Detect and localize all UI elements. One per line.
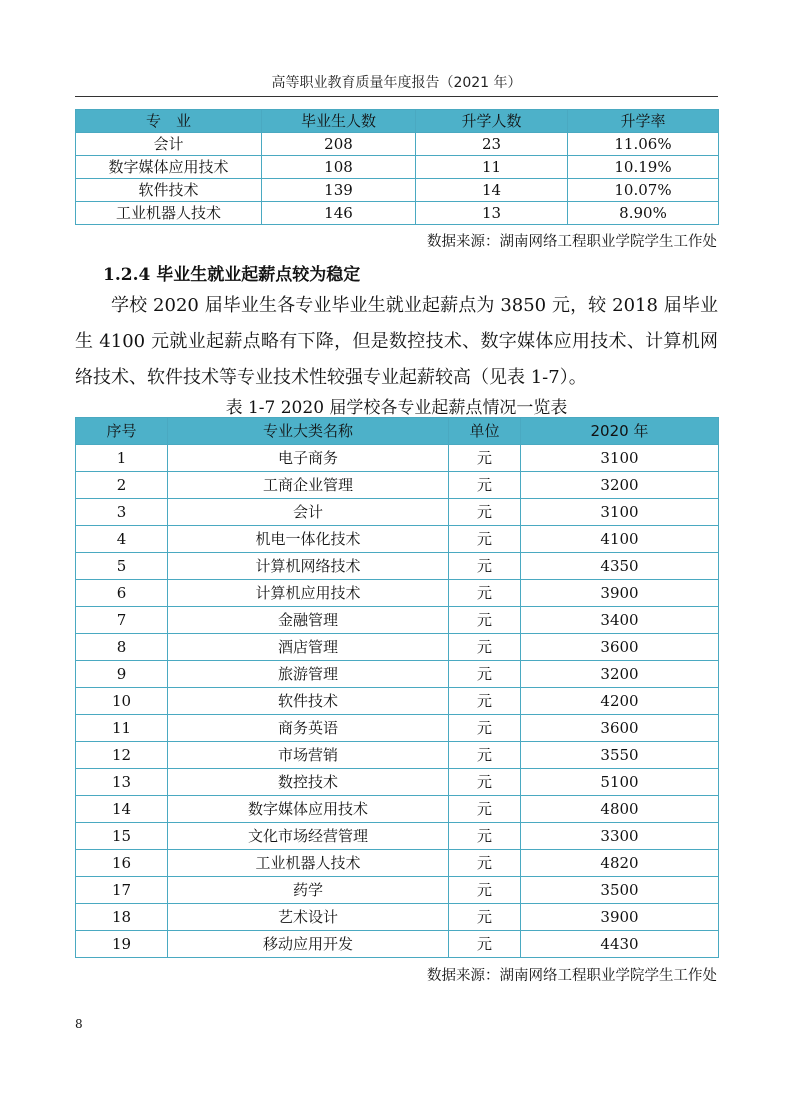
table-cell: 会计 xyxy=(168,499,449,526)
table-cell: 3200 xyxy=(521,661,719,688)
table-cell: 3900 xyxy=(521,904,719,931)
table-row xyxy=(76,715,719,742)
table2-source: 数据来源：湖南网络工程职业学院学生工作处 xyxy=(427,968,717,984)
table-cell: 4350 xyxy=(521,553,719,580)
table-cell: 商务英语 xyxy=(168,715,449,742)
table-cell: 4 xyxy=(76,526,168,553)
table-cell: 10 xyxy=(76,688,168,715)
table-cell: 3100 xyxy=(521,499,719,526)
table-row xyxy=(76,742,719,769)
table-row xyxy=(76,634,719,661)
section-paragraph: 学校 2020 届毕业生各专业毕业生就业起薪点为 3850 元，较 2018 届毕业生 4100 元就业起薪点略有下降，但是数控技术、数字媒体应用技术、计算机网络技术、软件技术等专业技术性较强专业起薪较高（见表 1-7）。 xyxy=(75,295,718,388)
table-cell: 3550 xyxy=(521,742,719,769)
table-row xyxy=(76,850,719,877)
table-cell: 14 xyxy=(76,796,168,823)
table-row xyxy=(76,156,719,179)
table-cell: 2 xyxy=(76,472,168,499)
table-row xyxy=(76,769,719,796)
table-row xyxy=(76,133,719,156)
graduate-further-study-table xyxy=(75,109,719,225)
table-caption: 表 1-7 2020 届学校各专业起薪点情况一览表 xyxy=(225,398,568,418)
table-cell: 工业机器人技术 xyxy=(168,850,449,877)
table-cell: 3600 xyxy=(521,715,719,742)
table-cell: 元 xyxy=(449,472,521,499)
table-row xyxy=(76,688,719,715)
table-cell: 元 xyxy=(449,499,521,526)
table-cell: 10.07% xyxy=(568,179,719,202)
column-header: 2020 年 xyxy=(521,418,719,445)
table-row xyxy=(76,580,719,607)
table-row xyxy=(76,823,719,850)
table-cell: 23 xyxy=(416,133,568,156)
table-cell: 艺术设计 xyxy=(168,904,449,931)
table-cell: 旅游管理 xyxy=(168,661,449,688)
table-cell: 11 xyxy=(416,156,568,179)
table-cell: 3400 xyxy=(521,607,719,634)
table-cell: 7 xyxy=(76,607,168,634)
table-cell: 3900 xyxy=(521,580,719,607)
table-cell: 软件技术 xyxy=(76,179,262,202)
table-cell: 元 xyxy=(449,580,521,607)
table-cell: 计算机网络技术 xyxy=(168,553,449,580)
table-cell: 市场营销 xyxy=(168,742,449,769)
table-row xyxy=(76,796,719,823)
table-cell: 药学 xyxy=(168,877,449,904)
table-cell: 4100 xyxy=(521,526,719,553)
section-title: 1.2.4 毕业生就业起薪点较为稳定 xyxy=(103,265,361,285)
table-cell: 元 xyxy=(449,688,521,715)
table-row xyxy=(76,499,719,526)
table-cell: 108 xyxy=(262,156,416,179)
table-header-row xyxy=(76,418,719,445)
table-cell: 11.06% xyxy=(568,133,719,156)
header-divider xyxy=(75,96,718,97)
column-header: 毕业生人数 xyxy=(262,110,416,133)
table-cell: 数字媒体应用技术 xyxy=(76,156,262,179)
table-cell: 计算机应用技术 xyxy=(168,580,449,607)
table-cell: 工商企业管理 xyxy=(168,472,449,499)
table-cell: 酒店管理 xyxy=(168,634,449,661)
table-cell: 11 xyxy=(76,715,168,742)
table-cell: 16 xyxy=(76,850,168,877)
table-cell: 元 xyxy=(449,526,521,553)
table-cell: 1 xyxy=(76,445,168,472)
column-header: 专业大类名称 xyxy=(168,418,449,445)
table-cell: 3300 xyxy=(521,823,719,850)
table-cell: 13 xyxy=(416,202,568,225)
table-cell: 电子商务 xyxy=(168,445,449,472)
table-cell: 13 xyxy=(76,769,168,796)
table-cell: 元 xyxy=(449,796,521,823)
table1-source: 数据来源：湖南网络工程职业学院学生工作处 xyxy=(427,234,717,250)
table-cell: 4800 xyxy=(521,796,719,823)
table-cell: 5 xyxy=(76,553,168,580)
table-cell: 3100 xyxy=(521,445,719,472)
table-cell: 元 xyxy=(449,661,521,688)
table-row xyxy=(76,877,719,904)
table-cell: 146 xyxy=(262,202,416,225)
table-cell: 元 xyxy=(449,742,521,769)
table-row xyxy=(76,553,719,580)
table-cell: 元 xyxy=(449,769,521,796)
table-row xyxy=(76,661,719,688)
table-cell: 14 xyxy=(416,179,568,202)
table-row xyxy=(76,202,719,225)
table-cell: 18 xyxy=(76,904,168,931)
table-cell: 软件技术 xyxy=(168,688,449,715)
table-row xyxy=(76,472,719,499)
table-cell: 8 xyxy=(76,634,168,661)
page-header: 高等职业教育质量年度报告（2021 年） xyxy=(271,75,522,91)
table-cell: 文化市场经营管理 xyxy=(168,823,449,850)
table-cell: 机电一体化技术 xyxy=(168,526,449,553)
table-cell: 元 xyxy=(449,850,521,877)
table-row xyxy=(76,445,719,472)
table-cell: 3 xyxy=(76,499,168,526)
column-header: 升学率 xyxy=(568,110,719,133)
table-cell: 3200 xyxy=(521,472,719,499)
table-cell: 元 xyxy=(449,877,521,904)
table-cell: 4430 xyxy=(521,931,719,958)
table-cell: 3600 xyxy=(521,634,719,661)
table-cell: 数字媒体应用技术 xyxy=(168,796,449,823)
column-header: 专 业 xyxy=(76,110,262,133)
table-cell: 10.19% xyxy=(568,156,719,179)
table-cell: 8.90% xyxy=(568,202,719,225)
column-header: 升学人数 xyxy=(416,110,568,133)
table-cell: 元 xyxy=(449,904,521,931)
table-cell: 元 xyxy=(449,553,521,580)
column-header: 单位 xyxy=(449,418,521,445)
table-cell: 数控技术 xyxy=(168,769,449,796)
table-cell: 元 xyxy=(449,607,521,634)
table-cell: 139 xyxy=(262,179,416,202)
page-number: 8 xyxy=(75,1017,83,1031)
column-header: 序号 xyxy=(76,418,168,445)
table-row xyxy=(76,904,719,931)
table-header-row xyxy=(76,110,719,133)
table-row xyxy=(76,931,719,958)
table-row xyxy=(76,607,719,634)
table-cell: 15 xyxy=(76,823,168,850)
table-cell: 元 xyxy=(449,931,521,958)
table-cell: 19 xyxy=(76,931,168,958)
table-cell: 工业机器人技术 xyxy=(76,202,262,225)
table-cell: 元 xyxy=(449,634,521,661)
table-cell: 5100 xyxy=(521,769,719,796)
table-cell: 17 xyxy=(76,877,168,904)
table-cell: 元 xyxy=(449,823,521,850)
table-cell: 3500 xyxy=(521,877,719,904)
table-cell: 12 xyxy=(76,742,168,769)
table-cell: 元 xyxy=(449,445,521,472)
table-cell: 4820 xyxy=(521,850,719,877)
table-cell: 移动应用开发 xyxy=(168,931,449,958)
table-cell: 6 xyxy=(76,580,168,607)
table-cell: 4200 xyxy=(521,688,719,715)
table-cell: 金融管理 xyxy=(168,607,449,634)
table-row xyxy=(76,179,719,202)
table-cell: 208 xyxy=(262,133,416,156)
table-cell: 会计 xyxy=(76,133,262,156)
starting-salary-table xyxy=(75,417,719,958)
table-cell: 元 xyxy=(449,715,521,742)
table-row xyxy=(76,526,719,553)
table-cell: 9 xyxy=(76,661,168,688)
